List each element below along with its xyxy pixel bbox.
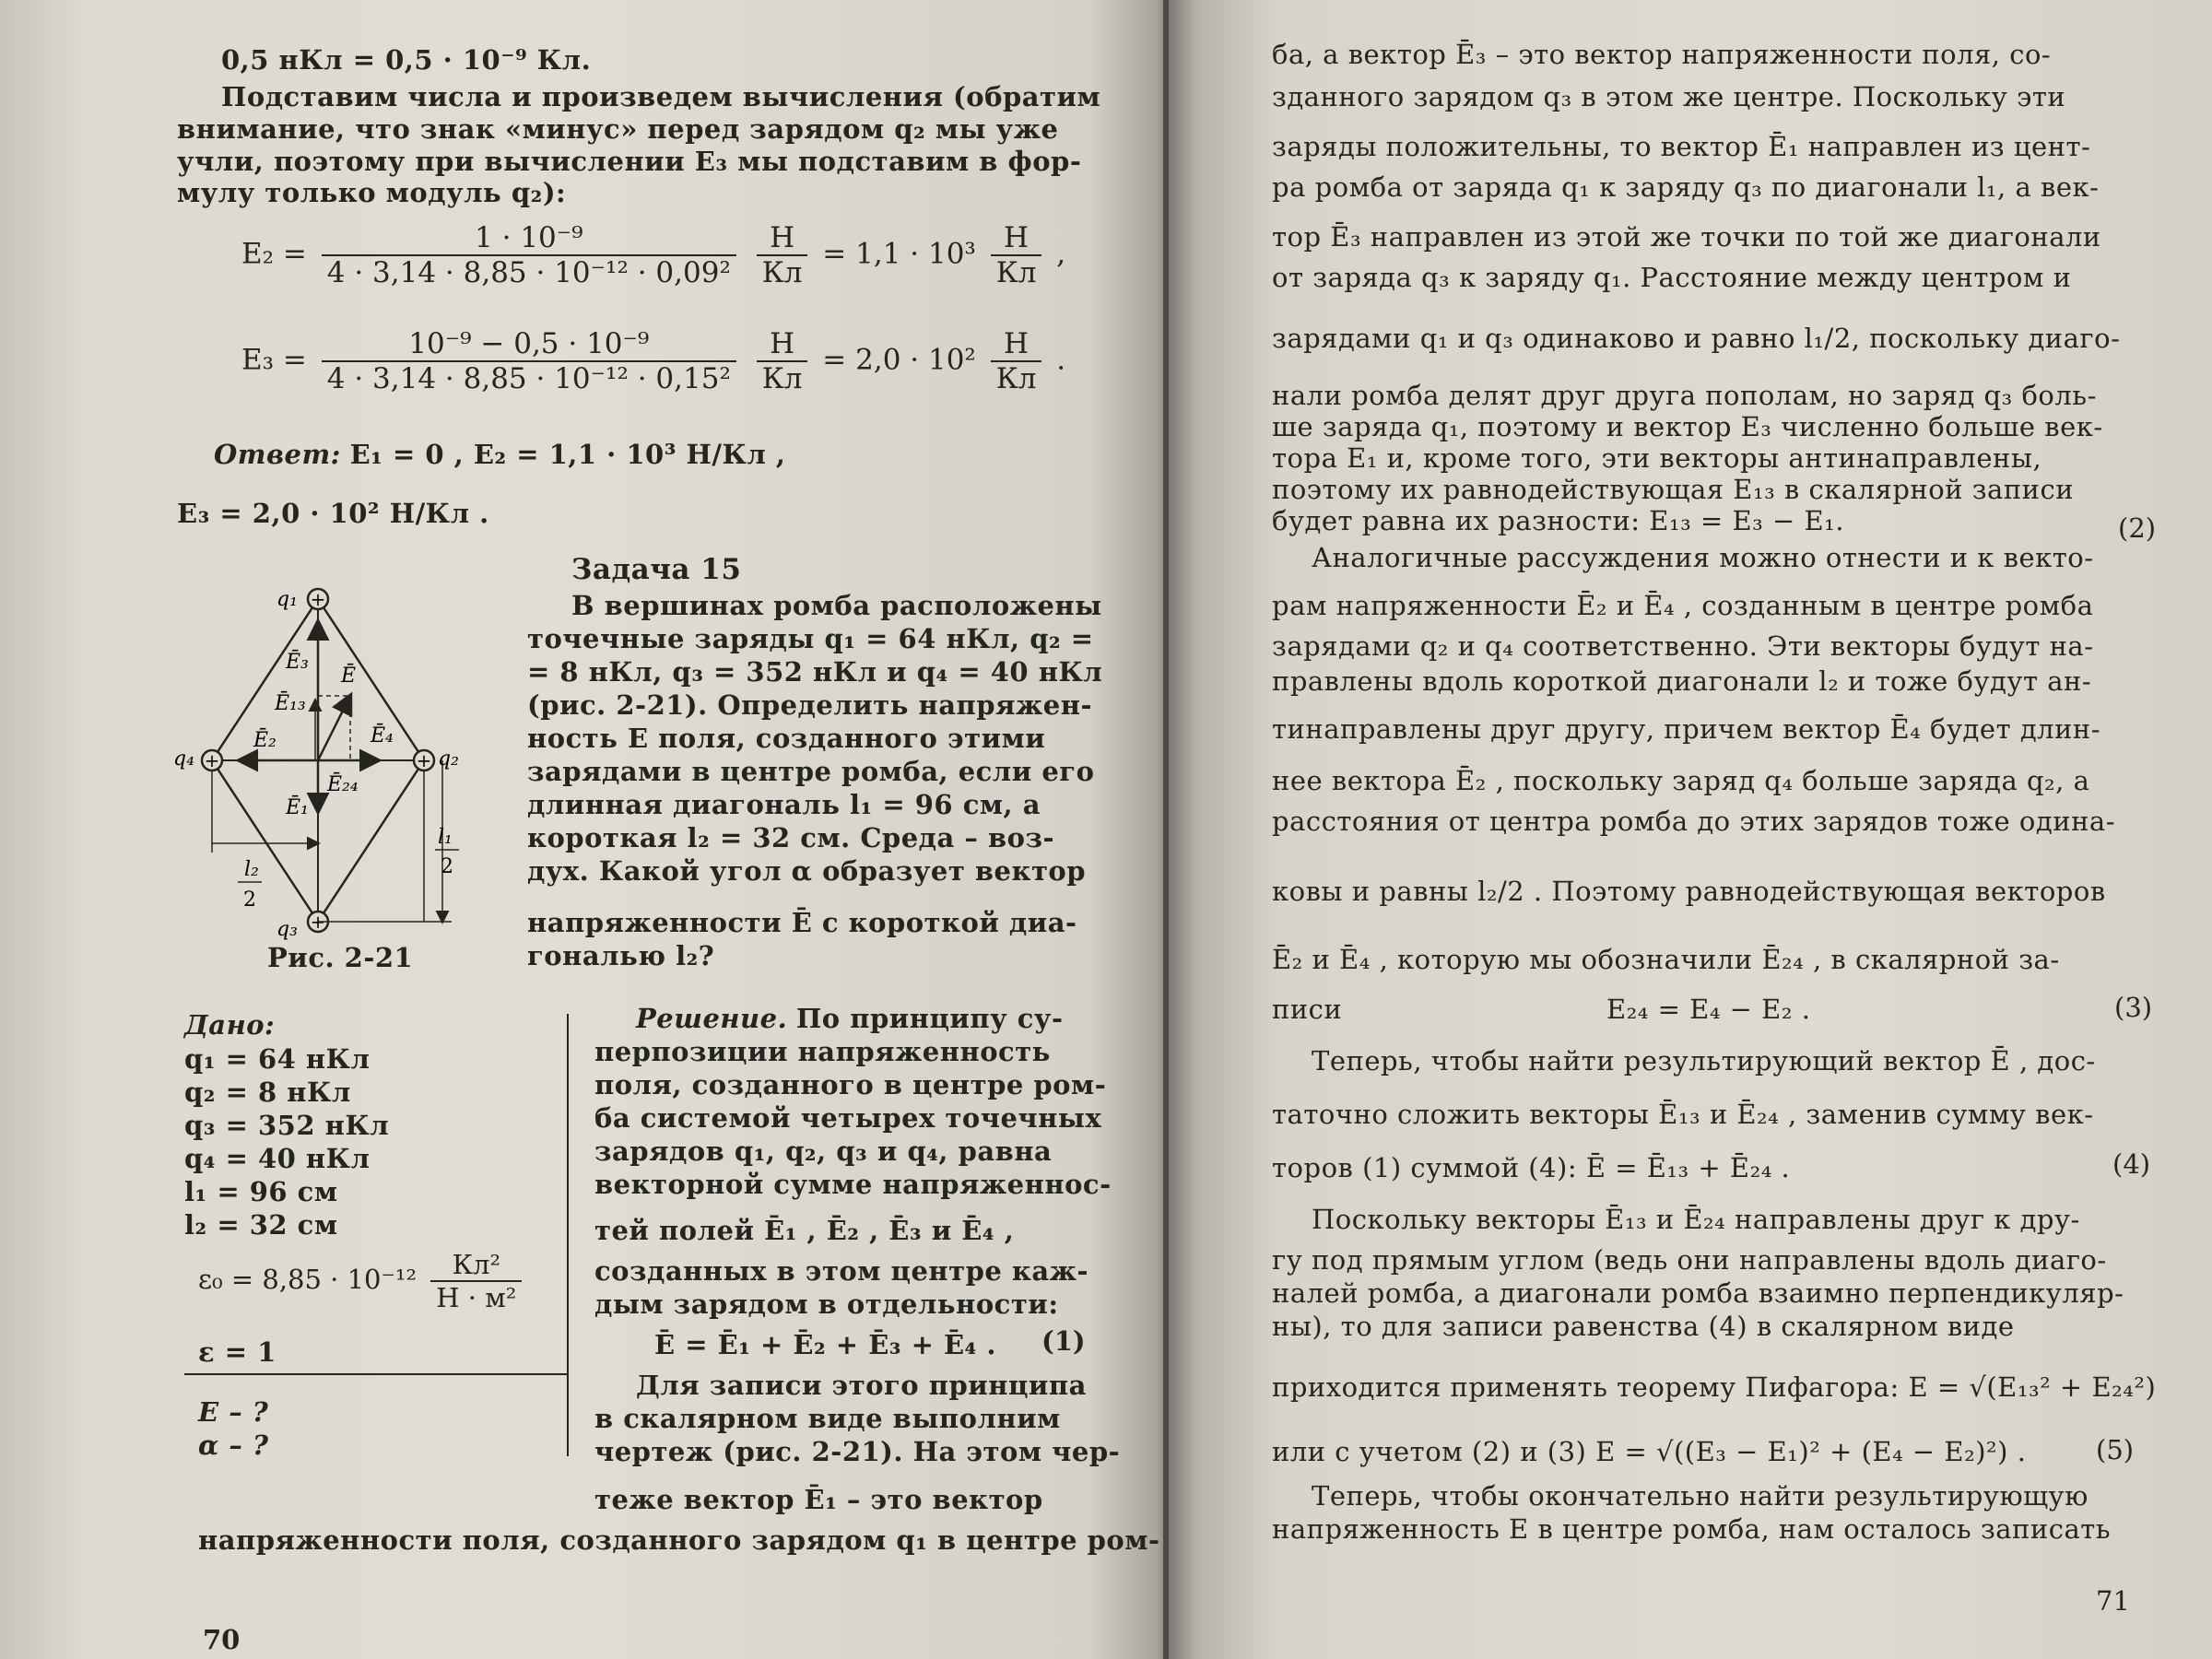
given-divider <box>184 1373 567 1375</box>
problem-line: длинная диагональ l₁ = 96 см, а <box>527 789 1041 820</box>
unit-denominator: Кл <box>757 254 808 289</box>
solution-first-line <box>636 1003 1064 1034</box>
label-two: 2 <box>441 855 453 878</box>
formula-result: = 1,1 · 10³ <box>822 237 976 271</box>
label-e2: Ē₂ <box>253 729 276 752</box>
text-line: ковы и равны l₂/2 . Поэтому равнодействующая векторов <box>1272 876 2106 907</box>
problem-line: гональю l₂? <box>527 940 715 971</box>
solution-text: По принципу су- <box>795 1003 1064 1034</box>
solution-line: ба системой четырех точечных <box>594 1102 1102 1134</box>
unit-numerator: Н <box>770 221 795 254</box>
formula-e2 <box>241 221 1065 289</box>
text-line: тинаправлены друг другу, причем вектор Ē₄ будет длин- <box>1272 713 2101 745</box>
eps0-value: ε₀ = 8,85 · 10⁻¹² <box>198 1264 418 1295</box>
page-number: 71 <box>2096 1585 2130 1617</box>
equation-number: (5) <box>2096 1434 2135 1465</box>
given-separator <box>567 1014 569 1456</box>
unit-numerator: Кл² <box>452 1249 501 1280</box>
problem-line: короткая l₂ = 32 см. Среда – воз- <box>527 822 1054 853</box>
equation-number: (1) <box>1041 1325 1086 1357</box>
result-unit-fraction <box>991 327 1042 395</box>
plus-sign: + <box>204 749 220 771</box>
answer-line <box>214 439 786 470</box>
given-eps: ε = 1 <box>198 1336 276 1368</box>
fraction-denominator: 4 · 3,14 · 8,85 · 10⁻¹² · 0,09² <box>322 254 736 289</box>
equation-number: (4) <box>2112 1148 2151 1180</box>
text-line: ра ромба от заряда q₁ к заряду q₃ по диагонали l₁, а век- <box>1272 171 2100 203</box>
right-page <box>1169 0 2212 1659</box>
text-line: налей ромба, а диагонали ромба взаимно перпендикуляр- <box>1272 1277 2124 1309</box>
unit-fraction <box>757 221 808 289</box>
label-q3: q₃ <box>276 918 298 941</box>
unit-numerator: Н <box>1004 327 1030 360</box>
problem-line: дух. Какой угол α образует вектор <box>527 855 1087 887</box>
solution-line: в скалярном виде выполним <box>594 1403 1061 1434</box>
text-line: Теперь, чтобы окончательно найти результирующую <box>1312 1480 2088 1512</box>
formula-fraction <box>322 221 736 289</box>
text-line: торов (1) суммой (4): Ē = Ē₁₃ + Ē₂₄ . <box>1272 1152 1791 1183</box>
given-item: q₃ = 352 нКл <box>184 1110 390 1141</box>
text-line: мулу только модуль q₂): <box>177 177 567 208</box>
text-line: расстояния от центра ромба до этих зарядов тоже одина- <box>1272 806 2115 837</box>
solution-line: созданных в этом центре каж- <box>594 1255 1088 1287</box>
problem-line: напряженности Ē с короткой диа- <box>527 907 1077 938</box>
text-line: таточно сложить векторы Ē₁₃ и Ē₂₄ , заменив сумму век- <box>1272 1099 2094 1130</box>
figure-rhombus <box>166 567 479 991</box>
eps0-unit <box>430 1249 522 1313</box>
solution-line: поля, созданного в центре ром- <box>594 1069 1107 1100</box>
fraction-numerator: 1 · 10⁻⁹ <box>475 221 583 254</box>
text-line: будет равна их разности: E₁₃ = E₃ − E₁. <box>1272 505 1844 536</box>
text-line: или с учетом (2) и (3) E = √((E₃ − E₁)² + (E₄ − E₂)²) . <box>1272 1436 2027 1467</box>
solution-line: векторной сумме напряженнос- <box>594 1169 1112 1200</box>
given-item: q₂ = 8 нКл <box>184 1077 351 1108</box>
fraction-denominator: 4 · 3,14 · 8,85 · 10⁻¹² · 0,15² <box>322 360 736 395</box>
given-item: l₁ = 96 см <box>184 1176 338 1207</box>
text-line: нали ромба делят друг друга пополам, но заряд q₃ боль- <box>1272 380 2097 411</box>
solution-line: перпозиции напряженность <box>594 1036 1051 1067</box>
text-line: тора E₁ и, кроме того, эти векторы антинаправлены, <box>1272 442 2042 474</box>
text-line: тор Ē₃ направлен из этой же точки по той же диагонали <box>1272 221 2101 253</box>
solution-line: теже вектор Ē₁ – это вектор <box>594 1484 1043 1515</box>
plus-sign: + <box>310 911 326 933</box>
text-line: ны), то для записи равенства (4) в скалярном виде <box>1272 1311 2015 1342</box>
problem-line: зарядами в центре ромба, если его <box>527 756 1095 787</box>
figure-caption: Рис. 2-21 <box>267 942 414 973</box>
vector-e <box>318 696 350 760</box>
text-line: поэтому их равнодействующая E₁₃ в скалярной записи <box>1272 474 2075 505</box>
given-item: q₁ = 64 нКл <box>184 1043 371 1075</box>
text-line: правлены вдоль короткой диагонали l₂ и тоже будут ан- <box>1272 665 2092 697</box>
label-two: 2 <box>243 888 256 912</box>
text-line: Поскольку векторы Ē₁₃ и Ē₂₄ направлены друг к дру- <box>1312 1204 2080 1235</box>
given-title: Дано: <box>184 1009 276 1041</box>
formula-fraction <box>322 327 736 395</box>
text-line: ба, а вектор Ē₃ – это вектор напряженности поля, со- <box>1272 39 2052 70</box>
text-line: учли, поэтому при вычислении E₃ мы подставим в фор- <box>177 146 1082 177</box>
text-line: Теперь, чтобы найти результирующий вектор Ē , дос- <box>1312 1045 2096 1077</box>
label-q2: q₂ <box>438 747 459 771</box>
given-eps0 <box>198 1249 527 1313</box>
text-line: ше заряда q₁, поэтому и вектор E₃ численно больше век- <box>1272 411 2103 442</box>
label-l1: l₁ <box>438 826 453 849</box>
problem-line: точечные заряды q₁ = 64 нКл, q₂ = <box>527 623 1094 654</box>
label-q4: q₄ <box>173 747 194 771</box>
page-number: 70 <box>203 1624 241 1655</box>
unit-numerator: Н <box>1004 221 1030 254</box>
equation-1: Ē = Ē₁ + Ē₂ + Ē₃ + Ē₄ . <box>654 1329 996 1360</box>
label-e13: Ē₁₃ <box>275 692 306 715</box>
problem-line: В вершинах ромба расположены <box>571 590 1102 621</box>
solution-line: чертеж (рис. 2-21). На этом чер- <box>594 1436 1121 1467</box>
given-item: l₂ = 32 см <box>184 1209 338 1241</box>
fraction-numerator: 10⁻⁹ − 0,5 · 10⁻⁹ <box>408 327 650 360</box>
text-line: Ē₂ и Ē₄ , которую мы обозначили Ē₂₄ , в скалярной за- <box>1272 944 2060 975</box>
formula-tail: . <box>1056 343 1066 377</box>
text-line: рам напряженности Ē₂ и Ē₄ , созданным в центре ромба <box>1272 590 2094 621</box>
text-line: зданного зарядом q₃ в этом же центре. Поскольку эти <box>1272 81 2066 112</box>
unit-denominator: Н · м² <box>430 1280 522 1313</box>
solution-line: тей полей Ē₁ , Ē₂ , Ē₃ и Ē₄ , <box>594 1215 1015 1246</box>
equation-number: (3) <box>2114 992 2153 1023</box>
rhombus-diagram <box>166 567 479 991</box>
result-unit-fraction <box>991 221 1042 289</box>
text-line: писи <box>1272 994 1343 1025</box>
find-item: α – ? <box>198 1430 269 1461</box>
text-line: приходится применять теорему Пифагора: E = √(E₁₃² + E₂₄²) <box>1272 1371 2157 1403</box>
text-line: зарядами q₂ и q₄ соответственно. Эти векторы будут на- <box>1272 630 2094 662</box>
formula-e3 <box>241 327 1065 395</box>
answer-line-2: E₃ = 2,0 · 10² Н/Кл . <box>177 498 489 529</box>
text-line: нее вектора Ē₂ , поскольку заряд q₄ больше заряда q₂, а <box>1272 765 2090 796</box>
unit-denominator: Кл <box>757 360 808 395</box>
problem-line: (рис. 2-21). Определить напряжен- <box>527 689 1092 721</box>
formula-lhs: E₂ = <box>241 237 307 271</box>
text-line: заряды положительны, то вектор Ē₁ направлен из цент- <box>1272 131 2091 162</box>
unit-numerator: Н <box>770 327 795 360</box>
solution-line: дым зарядом в отдельности: <box>594 1288 1059 1320</box>
unit-denominator: Кл <box>991 360 1042 395</box>
text-line: Аналогичные рассуждения можно отнести и к векто- <box>1312 542 2094 573</box>
problem-line: ность E поля, созданного этими <box>527 723 1046 754</box>
text-line: от заряда q₃ к заряду q₁. Расстояние между центром и <box>1272 262 2072 293</box>
text-line: внимание, что знак «минус» перед зарядом q₂ мы уже <box>177 113 1059 145</box>
given-item: q₄ = 40 нКл <box>184 1143 371 1174</box>
solution-label: Решение. <box>636 1003 788 1034</box>
unit-denominator: Кл <box>991 254 1042 289</box>
label-e4: Ē₄ <box>371 724 394 747</box>
unit-fraction <box>757 327 808 395</box>
label-e3: Ē₃ <box>286 651 309 674</box>
formula-tail: , <box>1056 237 1066 271</box>
formula-lhs: E₃ = <box>241 343 307 377</box>
label-l2: l₂ <box>244 858 259 881</box>
equation-number: (2) <box>2118 512 2157 544</box>
plus-sign: + <box>416 749 432 771</box>
answer-label: Ответ: <box>214 439 341 470</box>
text-line: гу под прямым углом (ведь они направлены вдоль диаго- <box>1272 1244 2107 1276</box>
solution-line: зарядов q₁, q₂, q₃ и q₄, равна <box>594 1135 1053 1167</box>
text-line: 0,5 нКл = 0,5 · 10⁻⁹ Кл. <box>221 44 592 76</box>
solution-line: напряженности поля, созданного зарядом q₁ в центре ром- <box>198 1524 1160 1556</box>
equation-3: E₂₄ = E₄ − E₂ . <box>1606 994 1811 1025</box>
find-item: E – ? <box>198 1396 269 1428</box>
label-e: Ē <box>341 665 357 688</box>
solution-line: Для записи этого принципа <box>636 1370 1087 1401</box>
formula-result: = 2,0 · 10² <box>822 343 976 377</box>
text-line: напряженность E в центре ромба, нам осталось записать <box>1272 1513 2112 1545</box>
problem-title: Задача 15 <box>571 553 742 586</box>
label-q1: q₁ <box>276 588 298 611</box>
plus-sign: + <box>310 588 326 610</box>
label-e1: Ē₁ <box>286 796 309 819</box>
answer-values: E₁ = 0 , E₂ = 1,1 · 10³ Н/Кл , <box>349 439 786 470</box>
text-line: Подставим числа и произведем вычисления (обратим <box>221 81 1101 112</box>
problem-line: = 8 нКл, q₃ = 352 нКл и q₄ = 40 нКл <box>527 656 1103 688</box>
label-e24: Ē₂₄ <box>327 773 359 796</box>
text-line: зарядами q₁ и q₃ одинаково и равно l₁/2, поскольку диаго- <box>1272 323 2121 354</box>
